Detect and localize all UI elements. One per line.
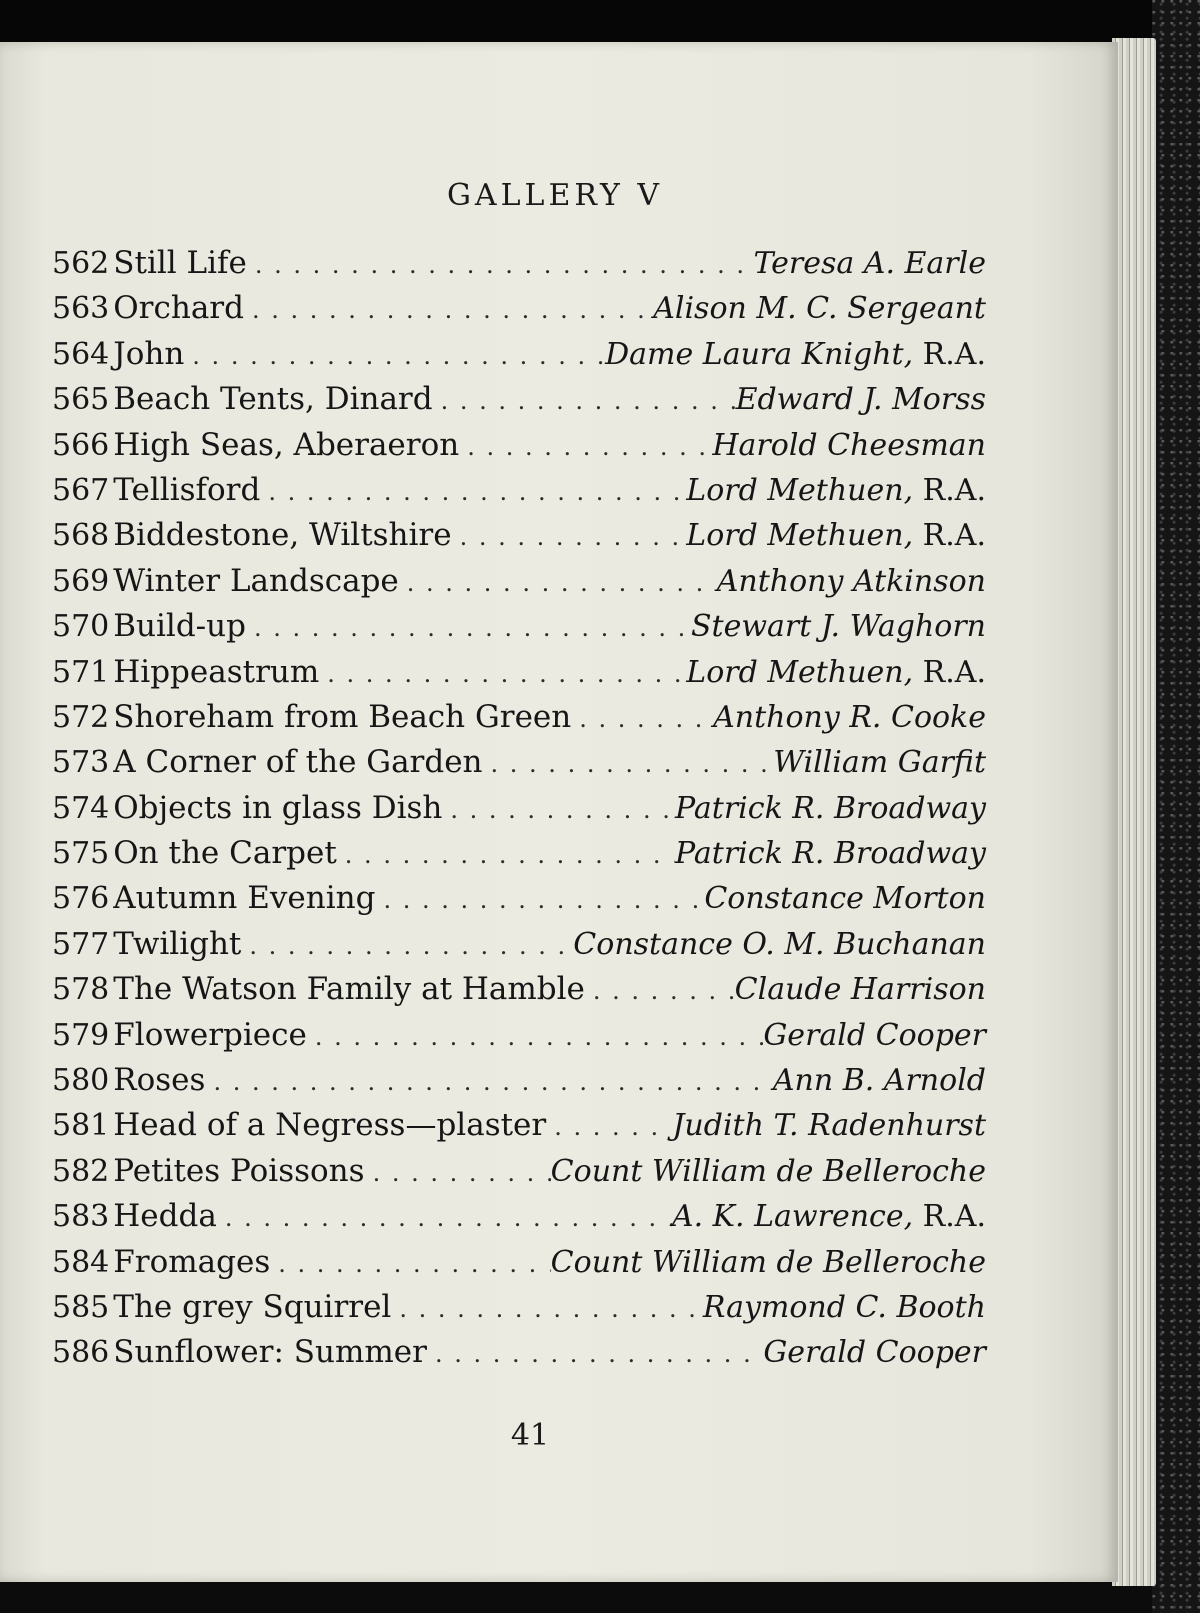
catalogue-entry xyxy=(0,880,1118,925)
dot-leader xyxy=(585,977,735,1005)
dot-leader xyxy=(546,1113,672,1141)
catalogue-entry xyxy=(0,1289,1118,1334)
artwork-title: John xyxy=(113,335,185,372)
entry-number: 566 xyxy=(52,427,110,463)
entry-number: 567 xyxy=(52,472,110,508)
dot-leader xyxy=(260,478,686,506)
artist-name xyxy=(686,473,1118,508)
entry-number: 578 xyxy=(52,972,110,1008)
artwork-title: Petites Poissons xyxy=(113,1152,365,1189)
artist-name-text: Patrick R. Broadway xyxy=(675,836,986,872)
entry-number: 564 xyxy=(52,336,110,372)
artist-name xyxy=(551,1154,1118,1189)
catalogue-entry xyxy=(0,245,1118,290)
dot-leader xyxy=(247,251,754,279)
scan-top-border xyxy=(0,0,1200,42)
catalogue-entry xyxy=(0,381,1118,426)
artist-name xyxy=(703,1290,1118,1325)
artist-name xyxy=(753,246,1118,281)
dot-leader xyxy=(184,342,605,370)
catalogue-entry xyxy=(0,835,1118,880)
dot-leader xyxy=(427,1340,763,1368)
artist-name-text: Gerald Cooper xyxy=(763,1335,986,1371)
artist-name xyxy=(736,382,1118,417)
entry-number: 571 xyxy=(52,654,110,690)
entry-number: 586 xyxy=(52,1335,110,1371)
catalogue-entry xyxy=(0,1334,1118,1379)
artwork-title: Winter Landscape xyxy=(113,562,399,599)
entry-number: 568 xyxy=(52,518,110,554)
artist-name-text: Constance O. M. Buchanan xyxy=(573,926,986,962)
artist-name-text: Count William de Belleroche xyxy=(550,1153,986,1189)
dot-leader xyxy=(571,705,713,733)
entry-number: 565 xyxy=(52,382,110,418)
catalogue-entry xyxy=(0,517,1118,562)
dot-leader xyxy=(244,296,653,324)
entry-number: 572 xyxy=(52,699,110,735)
catalogue-entry xyxy=(0,699,1118,744)
artist-name-text: Ann B. Arnold xyxy=(772,1063,986,1099)
artwork-title: Objects in glass Dish xyxy=(113,789,443,826)
catalogue-entry xyxy=(0,336,1118,381)
page-title: GALLERY V xyxy=(446,178,664,213)
artist-name-text: Gerald Cooper xyxy=(763,1017,986,1053)
artist-honour: R.A. xyxy=(922,336,986,372)
artist-name xyxy=(763,1335,1118,1370)
entry-number: 580 xyxy=(52,1063,110,1099)
artist-name xyxy=(653,291,1118,326)
artist-name-text: Count William de Belleroche xyxy=(550,1244,986,1280)
artist-name xyxy=(691,609,1118,644)
artist-name xyxy=(773,1063,1118,1098)
artist-honour: R.A. xyxy=(922,1199,986,1235)
artwork-title: Hedda xyxy=(113,1198,217,1235)
artist-name-text: Raymond C. Booth xyxy=(702,1289,986,1325)
catalogue-entry xyxy=(0,608,1118,653)
catalogue-entry xyxy=(0,1153,1118,1198)
artwork-title: Orchard xyxy=(113,290,244,327)
catalogue-entry xyxy=(0,290,1118,335)
dot-leader xyxy=(205,1068,772,1096)
artwork-title: Still Life xyxy=(113,245,247,281)
artwork-title: Build-up xyxy=(113,608,246,645)
artwork-title: Tellisford xyxy=(113,471,261,508)
artwork-title: Biddestone, Wiltshire xyxy=(113,517,452,554)
catalogue-entry xyxy=(0,563,1118,608)
artist-name-text: Teresa A. Earle xyxy=(753,246,986,281)
artist-name-text: A. K. Lawrence, xyxy=(671,1199,914,1235)
artwork-title: Sunflower: Summer xyxy=(113,1334,427,1371)
artist-honour: R.A. xyxy=(922,654,986,690)
entry-number: 583 xyxy=(52,1199,110,1235)
artist-honour: R.A. xyxy=(922,518,986,554)
catalogue-entry xyxy=(0,1017,1118,1062)
artist-name-text: Judith T. Radenhurst xyxy=(672,1108,986,1144)
catalogue-list xyxy=(0,245,1118,1380)
artist-name xyxy=(686,518,1118,553)
artist-name xyxy=(763,1018,1118,1053)
artist-name xyxy=(717,564,1118,599)
catalogue-entry xyxy=(0,1107,1118,1152)
artist-name xyxy=(605,337,1118,372)
artist-name-text: Stewart J. Waghorn xyxy=(691,609,986,645)
artwork-title: Roses xyxy=(113,1062,206,1099)
artist-name-text: Patrick R. Broadway xyxy=(675,790,986,826)
artist-name-text: Lord Methuen, xyxy=(686,518,914,554)
book-page-edges xyxy=(1112,38,1156,1586)
artist-name xyxy=(712,428,1118,463)
dot-leader xyxy=(241,932,573,960)
entry-number: 576 xyxy=(52,881,110,917)
dot-leader xyxy=(391,1295,702,1323)
artist-name-text: Edward J. Morss xyxy=(735,382,986,418)
artwork-title: Autumn Evening xyxy=(113,880,376,917)
dot-leader xyxy=(399,569,717,597)
artist-name-text: Lord Methuen, xyxy=(686,654,914,690)
artist-name-text: William Garfit xyxy=(773,745,986,781)
dot-leader xyxy=(459,433,712,461)
dot-leader xyxy=(433,387,736,415)
artist-name xyxy=(704,881,1118,916)
artist-honour: R.A. xyxy=(922,472,986,508)
catalogue-entry xyxy=(0,1198,1118,1243)
artwork-title: The Watson Family at Hamble xyxy=(113,971,585,1008)
dot-leader xyxy=(483,750,774,778)
artist-name-text: Lord Methuen, xyxy=(686,472,914,508)
dot-leader xyxy=(307,1023,763,1051)
artist-name-text: Dame Laura Knight, xyxy=(605,336,914,372)
artist-name xyxy=(672,1108,1118,1143)
entry-number: 585 xyxy=(52,1289,110,1325)
dot-leader xyxy=(246,614,691,642)
entry-number: 584 xyxy=(52,1244,110,1280)
artist-name-text: Anthony R. Cooke xyxy=(713,699,986,735)
dot-leader xyxy=(217,1204,672,1232)
artist-name-text: Alison M. C. Sergeant xyxy=(653,291,986,327)
entry-number: 577 xyxy=(52,926,110,962)
entry-number: 581 xyxy=(52,1108,110,1144)
dot-leader xyxy=(375,886,704,914)
dot-leader xyxy=(452,523,687,551)
artist-name xyxy=(573,927,1118,962)
dot-leader xyxy=(270,1250,550,1278)
artist-name-text: Claude Harrison xyxy=(734,972,986,1008)
dot-leader xyxy=(442,796,675,824)
scan-right-background xyxy=(1152,0,1200,1613)
entry-number: 582 xyxy=(52,1153,110,1189)
artwork-title: A Corner of the Garden xyxy=(113,744,483,781)
artist-name xyxy=(551,1245,1118,1280)
artwork-title: Shoreham from Beach Green xyxy=(113,698,572,735)
entry-number: 562 xyxy=(52,246,110,281)
catalogue-entry xyxy=(0,1062,1118,1107)
catalogue-entry xyxy=(0,1244,1118,1289)
artwork-title: Head of a Negress—plaster xyxy=(113,1107,547,1144)
artwork-title: Fromages xyxy=(113,1243,271,1280)
catalogue-entry xyxy=(0,472,1118,517)
artwork-title: On the Carpet xyxy=(113,835,337,872)
catalogue-entry xyxy=(0,654,1118,699)
artist-name xyxy=(686,655,1118,690)
artist-name xyxy=(675,791,1118,826)
artist-name-text: Anthony Atkinson xyxy=(716,563,986,599)
entry-number: 575 xyxy=(52,836,110,872)
artwork-title: Hippeastrum xyxy=(113,653,320,690)
artwork-title: The grey Squirrel xyxy=(113,1288,392,1325)
entry-number: 570 xyxy=(52,609,110,645)
artist-name xyxy=(672,1199,1118,1234)
artist-name-text: Harold Cheesman xyxy=(712,427,986,463)
entry-number: 573 xyxy=(52,745,110,781)
artwork-title: Flowerpiece xyxy=(113,1016,307,1053)
catalogue-entry xyxy=(0,427,1118,472)
page-number: 41 xyxy=(510,1418,550,1453)
catalogue-entry xyxy=(0,971,1118,1016)
artist-name xyxy=(735,972,1118,1007)
artist-name xyxy=(675,836,1118,871)
entry-number: 569 xyxy=(52,563,110,599)
entry-number: 574 xyxy=(52,790,110,826)
artwork-title: High Seas, Aberaeron xyxy=(113,426,460,463)
entry-number: 563 xyxy=(52,291,110,327)
catalogue-entry xyxy=(0,926,1118,971)
dot-leader xyxy=(319,660,686,688)
dot-leader xyxy=(337,841,675,869)
artist-name xyxy=(773,745,1118,780)
artwork-title: Twilight xyxy=(113,925,242,962)
catalogue-entry xyxy=(0,744,1118,789)
dot-leader xyxy=(365,1159,551,1187)
artwork-title: Beach Tents, Dinard xyxy=(113,381,433,418)
artist-name xyxy=(713,700,1118,735)
artist-name-text: Constance Morton xyxy=(704,881,986,917)
catalogue-entry xyxy=(0,790,1118,835)
entry-number: 579 xyxy=(52,1017,110,1053)
